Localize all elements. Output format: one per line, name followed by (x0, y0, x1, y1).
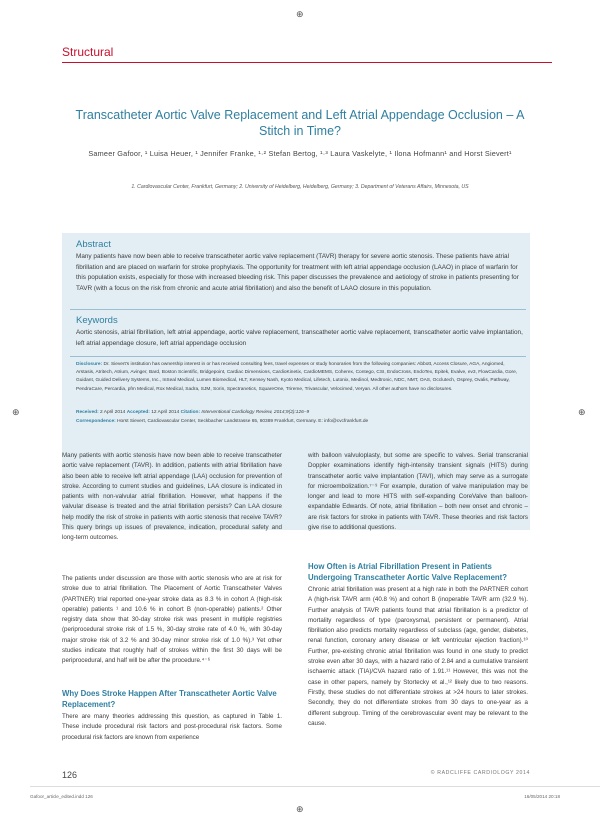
section-rule (62, 62, 552, 63)
citation-text: Interventional Cardiology Review, 2014;9(2):126–9 (201, 410, 310, 415)
left-heading-1: Why Does Stroke Happen After Transcatheter Aortic Valve Replacement? (62, 689, 277, 709)
received-line (76, 409, 524, 417)
correspondence-line (76, 418, 524, 426)
accepted-date: 12 April 2014 (151, 410, 180, 415)
print-slug-date: 16/05/2014 20:18 (524, 794, 560, 799)
abstract-heading: Abstract (76, 239, 111, 250)
author-list: Sameer Gafoor, ¹ Luisa Heuer, ¹ Jennifer Franke, ¹·² Stefan Bertog, ¹·³ Laura Vaskelyte, ¹ Ilona Hofmann¹ and Horst Sievert¹ (88, 149, 512, 158)
abstract-divider (70, 309, 526, 310)
affiliations: 1. Cardiovascular Center, Frankfurt, Germany; 2. University of Heidelberg, Heidelberg, Germany; 3. Department of Veterans Affairs, Minnesota, US (131, 184, 469, 190)
correspondence-text: Horst Sievert, Cardiovascular Center, Seckbacher Landstrasse 65, 60389 Frankfurt, Germany. E: info@cvcfrankfurt.de (117, 419, 369, 424)
abstract-text: Many patients have now been able to receive transcatheter aortic valve replacement (TAVR) therapy for severe aortic stenosis. These patients have atrial fibrillation and are placed on warfarin for stroke prophylaxis. The opportunity for treatment with left atrial appendage occlusion (LAAO) in place of warfarin for this population exists, especially for those with increased bleeding risk. This paper discusses the prevalence and aetiology of stroke in patients presenting for TAVR (with a focus on the risk from chronic and acute atrial fibrillation) and also the benefit of LAAO closure in this population. (76, 253, 519, 292)
article-title: Transcatheter Aortic Valve Replacement and Left Atrial Appendage Occlusion – A Stitch in Time? (75, 108, 525, 138)
keywords-divider (70, 356, 526, 357)
keywords-heading: Keywords (76, 315, 118, 326)
page-number: 126 (62, 770, 78, 780)
publisher-brand: © RADCLIFFE CARDIOLOGY 2014 (430, 770, 530, 776)
disclosure-label: Disclosure: (76, 362, 103, 367)
left-paragraph-3: There are many theories addressing this question, as captured in Table 1. These include procedural risk factors and post-procedural risk factors. Some procedural risk factors are known from experience (62, 713, 282, 741)
received-label: Received: (76, 410, 99, 415)
right-paragraph-2: Chronic atrial fibrillation was present at a high rate in both the PARTNER cohort A (high-risk TAVR arm (40.8 %) and cohort B (inoperable TAVR arm (32.9 %). Further analysis of TAVR patients found that atrial fibrillation is a predictor of mortality regardless of type (paroxysmal, persistent or permanent). Atrial fibrillation also predicts mortality regardless of subclass (age, gender, diabetes, renal function, coronary artery disease or left ventricular ejection fraction).¹⁰ Further, pre-existing chronic atrial fibrillation was found in one study to predict stroke even after 30 days, with a hazard ratio of 2.84 and a cumulative transient ischaemic attack (TIA)/CVA hazard ratio of 1.91.¹¹ However, this was not the case in other papers, namely by Stortecky et al.,¹² likely due to two reasons. Firstly, these studies do not differentiate strokes at >24 hours to later strokes. Secondly, they do not differentiate strokes from 30 days to one-year as a different subgroup. Timing of the cerebrovascular event may be relevant to the cause. (308, 586, 528, 727)
registration-mark-top: ⊕ (296, 10, 304, 20)
correspondence-label: Correspondence: (76, 419, 116, 424)
left-paragraph-1: Many patients with aortic stenosis have now been able to receive transcatheter aortic valve replacement (TAVR). In addition, patients with atrial fibrillation have also been able to receive left atrial appendage (LAA) occlusion for prevention of stroke. According to current studies and guidelines, LAA closure is indicated in patients with non-valvular atrial fibrillation. However, what happens if the valvular disease is treated and the atrial fibrillation persists? Can LAA closure help modify the risk of stroke in patients with aortic stenosis that receive TAVR? This query brings up issues of prevalence, indication, procedural safety and long-term outcomes. (62, 452, 282, 542)
registration-mark-right: ⊕ (578, 408, 586, 418)
right-paragraph-1: with balloon valvuloplasty, but some are specific to valves. Serial transcranial Doppler examinations identify high-intensity transient signals (HITS) during transcatheter aortic valve implantation (TAVI), which may serve as a surrogate for microembolization.⁷⁻⁹ For example, duration of valve manipulation may be longer and lead to more HITS with self-expanding CoreValve than balloon-expandable Edwards. Of note, atrial fibrillation – both new onset and chronic – are risk factors for stroke in patients with TAVR. These theories and risk factors give rise to additional questions. (308, 452, 528, 532)
citation-label: Citation: (180, 410, 201, 415)
received-date: 2 April 2014 (100, 410, 126, 415)
accepted-label: Accepted: (126, 410, 150, 415)
left-paragraph-2: The patients under discussion are those with aortic stenosis who are at risk for stroke due to atrial fibrillation. The Placement of Aortic Transcatheter Valves (PARTNER) trial reported one-year stroke data as 8.3 % in cohort A (high-risk operable) patients ¹ and 10.6 % in cohort B (non-operable) patients.² Other registry data show that 30-day stroke risk was present in multiple registries (periprocedural stroke risk of 1.5 %, 30-day stroke rate of 4.0 %, with 30-day major stroke risk of 3.2 % and 30-day minor stroke risk of 1.0 %).³ Yet other studies indicate that roughly half of strokes within the first 30 days will be periprocedural, and half will be after the procedure.⁴⁻⁶ (62, 575, 282, 665)
disclosure (76, 361, 524, 394)
keywords-text: Aortic stenosis, atrial fibrillation, left atrial appendage, aortic valve replacement, transcatheter aortic valve replacement, transcatheter aortic valve implantation, left atrial appendage closure, left atrial appendage occlusion (76, 329, 523, 347)
registration-mark-bottom: ⊕ (296, 805, 304, 815)
section-label: Structural (62, 45, 114, 59)
disclosure-text: Dr. Sievert's institution has ownership interest in or has received consulting fees, travel expenses or study honoraries from the following companies: Abbott, Access Closure, AGA, Angiomed, Arstasis, Atritech, Atrium, Avinger, Bard, Boston Scientific, Bridgepoint, Cardiac Dimensions, CardioKinetix, CardioMEMS, Coherex, Contego, CSI, EndoCross, EndoTex, Epitek, Evalve, ev3, FlowCardia, Gore, Guidant, Guided Delivery Systems, Inc., InSeal Medical, Lumen Biomedical, HLT, Kensey Nash, Kyoto Medical, Lifetech, Lutonix, Medinol, Medtronic, NDC, NMT, OAS, Occlutech, Osprey, Ovalis, Pathway, PendraCare, Percardia, pfm Medical, Rox Medical, Sadra, SJM, Sorin, Spectranetics, SquareOne, Trireme, Trivascular, Velocimed, Veryan. All other authors have no disclosures. (76, 362, 518, 392)
footer-rule (30, 786, 600, 787)
print-slug-file: Gafoor_article_edited.indd 126 (30, 794, 93, 799)
registration-mark-left: ⊕ (12, 408, 20, 418)
right-heading-1: How Often is Atrial Fibrillation Present in Patients Undergoing Transcatheter Aortic Valve Replacement? (308, 562, 508, 582)
